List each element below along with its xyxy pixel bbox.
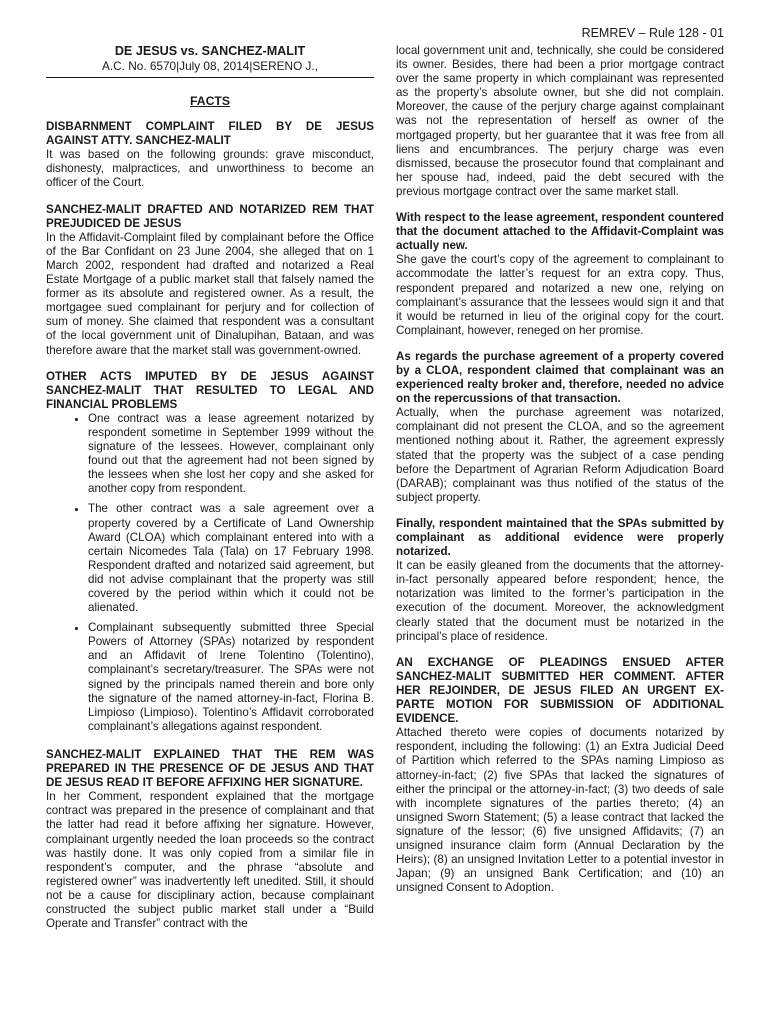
case-citation: A.C. No. 6570|July 08, 2014|SERENO J.,	[46, 59, 374, 78]
section-heading-pleadings: AN EXCHANGE OF PLEADINGS ENSUED AFTER SANCHEZ-MALIT SUBMITTED HER COMMENT. AFTER HER REJOINDER, DE JESUS FILED AN URGENT EX-PARTE MOTION FOR SUBMISSION OF ADDITIONAL EVIDENCE.	[396, 655, 724, 726]
section-text-rem: In the Affidavit-Complaint filed by complainant before the Office of the Bar Confidant on 23 June 2004, she alleged that on 1 March 2002, respondent had drafted and notarized a Real Estate Mortgage of a public market stall that falsely named the former as its absolute and registered owner. As a result, the mortgagee sued complainant for perjury and for collection of sum of money. She claimed that respondent was a consultant of the local government unit of Dinalupihan, Bataan, and was therefore aware that the market stall was government-owned.	[46, 230, 374, 357]
section-heading-rem: SANCHEZ-MALIT DRAFTED AND NOTARIZED REM THAT PREJUDICED DE JESUS	[46, 202, 374, 230]
section-text-explanation: In her Comment, respondent explained that the mortgage contract was prepared in the presence of complainant and that the latter had read it before affixing her signature. However, complainant urgently needed the loan proceeds so the contract was hastily done. It was only copied from a similar file in respondent’s computer, and the phrase “absolute and registered owner” was inadvertently left unedited. Still, it should not be a cause for disciplinary action, because complainant constructed the subject public market stall under a “Build Operate and Transfer” contract with the	[46, 790, 374, 931]
list-item: • Complainant subsequently submitted three Special Powers of Attorney (SPAs) notarized by respondent and an Affidavit of Irene Tolentino (Tolentino), complainant’s secretary/treasurer. The SPAs were not signed by the principals named therein and bore only the signature of the named attorney-in-fact, Florina B. Limpioso (Limpioso). Tolentino’s Affidavit corroborated complainant’s allegations against respondent.	[88, 621, 374, 734]
section-heading-disbarment: DISBARNMENT COMPLAINT FILED BY DE JESUS AGAINST ATTY. SANCHEZ-MALIT	[46, 120, 374, 148]
list-item: • One contract was a lease agreement notarized by respondent sometime in September 1999 without the signature of the lessees. However, complainant only found out that the agreement had not been signed by the lessees when she lost her copy and she asked for another copy from respondent.	[88, 412, 374, 497]
continued-text: local government unit and, technically, she could be considered its owner. Besides, there had been a prior mortgage contract over the same property in which complainant was represented as the property’s absolute owner, but she did not complain. Moreover, the cause of the perjury charge against complainant was not the representation of herself as owner of the mortgaged property, but her guarantee that it was free from all liens and encumbrances. The perjury charge was even dismissed, because the prosecutor found that complainant and her spouse had, indeed, paid the debt secured with the previous mortgage contract over the same market stall.	[396, 44, 724, 198]
section-heading-explanation: SANCHEZ-MALIT EXPLAINED THAT THE REM WAS PREPARED IN THE PRESENCE OF DE JESUS AND THAT DE JESUS READ IT BEFORE AFFIXING HER SIGNATURE.	[46, 747, 374, 790]
section-heading-purchase: As regards the purchase agreement of a property covered by a CLOA, respondent claimed that complainant was an experienced realty broker and, therefore, needed no advice on the repercussions of that transaction.	[396, 349, 724, 406]
facts-heading: FACTS	[190, 94, 230, 108]
other-acts-list	[46, 412, 374, 734]
section-text-disbarment: It was based on the following grounds: grave misconduct, dishonesty, malpractices, and unworthiness to become an officer of the Court.	[46, 148, 374, 190]
section-text-purchase: Actually, when the purchase agreement was notarized, complainant did not present the CLOA, and so the agreement mentioned nothing about it. Rather, the agreement expressly stated that the property was the subject of a case pending before the Department of Agrarian Reform Adjudication Board (DARAB); complainant was thus notified of the status of the subject property.	[396, 406, 724, 504]
left-column	[46, 44, 374, 943]
section-heading-spas: Finally, respondent maintained that the SPAs submitted by complainant as additional evidence were properly notarized.	[396, 516, 724, 559]
page-header: REMREV – Rule 128 - 01	[581, 26, 724, 40]
section-text-pleadings: Attached thereto were copies of documents notarized by respondent, including the following: (1) an Extra Judicial Deed of Partition which referred to the SPAs naming Limpioso as attorney-in-fact; (2) five SPAs that lacked the signatures of either the principal or the attorney-in-fact; (3) two deeds of sale with incomplete signatures of the parties thereto; (4) an unsigned Sworn Statement; (5) a lease contract that lacked the signature of the lessor; (6) five unsigned Affidavits; (7) an unsigned insurance claim form (Annual Declaration by the Heirs); (8) an unsigned Invitation Letter to a potential investor in Japan; (9) an unsigned Bank Certification; and (10) an unsigned Consent to Adoption.	[396, 726, 724, 895]
section-heading-lease: With respect to the lease agreement, respondent countered that the document attached to the Affidavit-Complaint was actually new.	[396, 211, 724, 253]
section-text-lease: She gave the court’s copy of the agreement to complainant to accommodate the latter’s request for an extra copy. Thus, respondent prepared and notarized a new one, relying on complainant’s assurance that the lessees would sign it and that it would be returned in lieu of the original copy for the court. Complainant, however, reneged on her promise.	[396, 253, 724, 337]
section-heading-other-acts: OTHER ACTS IMPUTED BY DE JESUS AGAINST SANCHEZ-MALIT THAT RESULTED TO LEGAL AND FINANCIAL PROBLEMS	[46, 369, 374, 411]
right-column	[396, 44, 724, 907]
list-item: • The other contract was a sale agreement over a property covered by a Certificate of Land Ownership Award (CLOA) which complainant entered into with a certain Nicomedes Tala (Tala) on 17 February 1998. Respondent drafted and notarized said agreement, but did not advise complainant that the property was still covered by the period within which it could not be alienated.	[88, 502, 374, 615]
section-text-spas: It can be easily gleaned from the documents that the attorney-in-fact personally appeared before respondent; hence, the notarization was limited to the former’s participation in the execution of the document. Moreover, the acknowledgment clearly stated that the document must be notarized in the principal’s place of residence.	[396, 559, 724, 643]
case-title: DE JESUS vs. SANCHEZ-MALIT	[114, 44, 306, 58]
